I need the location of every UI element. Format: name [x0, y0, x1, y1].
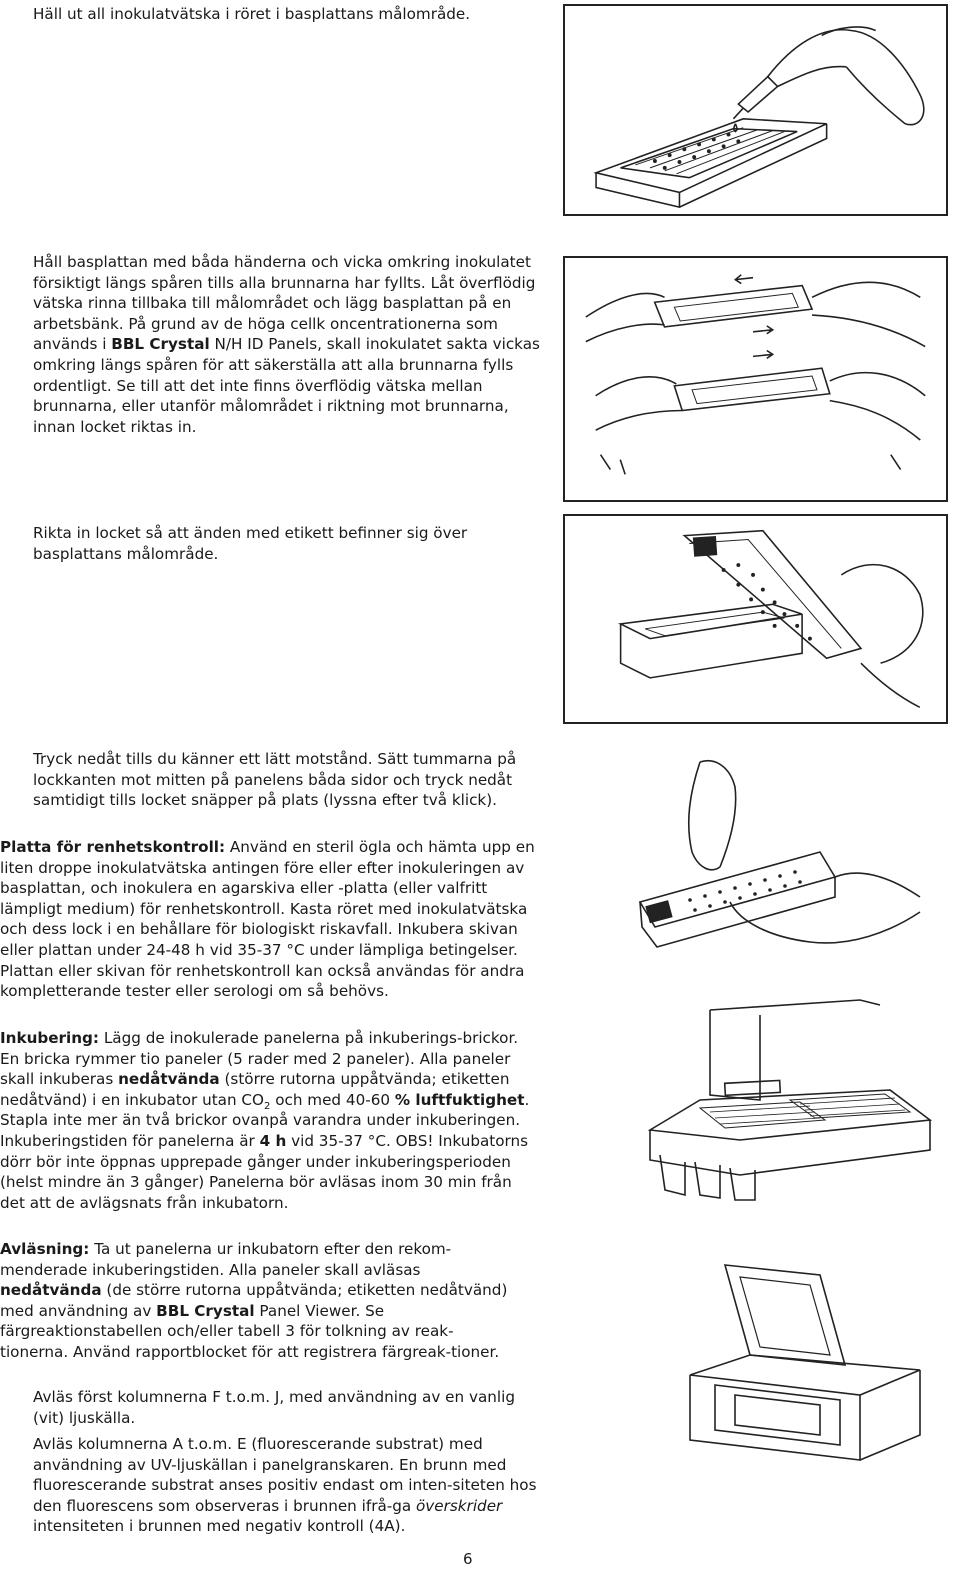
reading-label: Avläsning:: [0, 1240, 90, 1258]
step-9-number: [0, 749, 33, 770]
step-7-text-1: Håll basplattan med båda händerna och vicka omkring inokulatet försiktigt längs spåren tills alla brunnarna har fyllts. Låt överflödig vätska rinna tillbaka till målområdet och lägg basplattan på en arbetsbänk. På grund av de höga cellk oncentrationerna som används i: [33, 253, 536, 354]
sub-step-b-text-2: intensiteten i brunnen med negativ kontroll (4A).: [33, 1517, 406, 1536]
incubator-tray-figure: [640, 990, 945, 1205]
step-6-text: Häll ut all inokulatvätska i röret i basplattans målområde.: [33, 5, 471, 23]
panel-viewer-figure: [680, 1255, 940, 1465]
sub-step-a-label: [0, 1387, 33, 1408]
step-6-number: [0, 4, 33, 25]
step-8: [0, 523, 540, 564]
incubation-text-5: vid 35-37 °C. OBS! Inkubatorns dörr bör inte öppnas upprepade gånger under inkuberingsperioden (helst mindre än 3 gånger) Panelerna bör avläsas inom 30 min från det att de avlägsnats från inkubatorn.: [0, 1131, 529, 1212]
step-9-text: Tryck nedåt tills du känner ett lätt motstånd. Sätt tummarna på lockkanten mot mitten på panelens båda sidor och tryck nedåt samtidigt tills locket snäpper på plats (lyssna efter två klick).: [33, 750, 517, 810]
sub-step-a-text: Avläs först kolumnerna F t.o.m. J, med användning av en vanlig (vit) ljuskälla.: [33, 1388, 515, 1427]
step-8-number: [0, 523, 33, 544]
reading-bold-1: nedåtvända: [0, 1281, 102, 1300]
lid-alignment-figure: [563, 514, 948, 724]
purity-control-text: Använd en steril ögla och hämta upp en liten droppe inokulatvätska antingen före eller efter inokuleringen av basplattan, och inokulera en agarskiva eller -platta (eller valfritt lämpligt medium) för renhetskontroll. Kasta röret med inokulatvätska och dess lock i en behållare för biologiskt riskavfall. Inkubera skivan eller plattan under 24-48 h vid 35-37 °C under lämpliga betingelser. Plattan eller skivan för renhetskontroll kan också användas för andra kompletterande tester eller serologi om så behövs.: [0, 838, 535, 1001]
sub-step-a: [0, 1387, 540, 1428]
lid-pressing-figure: [620, 752, 940, 962]
step-9: [0, 749, 540, 811]
co2-subscript: 2: [264, 1100, 271, 1112]
pipette-pouring-figure: [563, 4, 948, 216]
sub-step-b: [0, 1434, 540, 1537]
purity-control-paragraph: [0, 837, 540, 1002]
sub-step-b-emphasis: överskrider: [416, 1496, 503, 1515]
step-7-brand: BBL Crystal: [111, 335, 210, 354]
sub-step-b-label: [0, 1434, 33, 1455]
page-number: 6: [463, 1550, 473, 1568]
incubation-paragraph: [0, 1028, 540, 1213]
step-8-text: Rikta in locket så att änden med etikett befinner sig över basplattans målområde.: [33, 524, 468, 563]
step-6: [0, 4, 540, 25]
incubation-label: Inkubering:: [0, 1029, 100, 1047]
tilting-plate-figure: [563, 256, 948, 502]
incubation-text-1: Lägg de inokulerade panelerna på inkuberings-brickor. En bricka rymmer tio paneler (5 rader med 2 paneler). Alla paneler skall inkuberas: [0, 1029, 519, 1089]
reading-text-1: Ta ut panelerna ur inkubatorn efter den rekom-menderade inkuberingstiden. Alla paneler skall avläsas: [0, 1240, 452, 1279]
incubation-text-3: och med 40-60: [270, 1090, 395, 1109]
step-7-number: [0, 252, 33, 273]
incubation-text-4: . Stapla inte mer än två brickor ovanpå varandra under inkuberingen. Inkuberingstiden för panelerna är: [0, 1090, 530, 1150]
incubation-bold-2: % luftfuktighet: [394, 1090, 525, 1109]
reading-text-2: (de större rutorna uppåtvända; etiketten nedåtvänd) med användning av: [0, 1281, 508, 1320]
reading-bold-2: BBL Crystal: [156, 1301, 255, 1320]
purity-control-label: Platta för renhetskontroll:: [0, 838, 226, 856]
incubation-text-2: (större rutorna uppåtvända; etiketten nedåtvänd) i en inkubator utan CO: [0, 1070, 510, 1109]
reading-text-3: Panel Viewer. Se färgreaktionstabellen och/eller tabell 3 för tolkning av reak-tionerna. Använd rapportblocket för att registrera färgreak-tioner.: [0, 1301, 500, 1361]
sub-step-b-text-1: Avläs kolumnerna A t.o.m. E (fluorescerande substrat) med användning av UV-ljuskällan i panelgranskaren. En brunn med fluorescerande substrat anses positiv endast om inten-siteten hos den fluorescens som observeras i brunnen ifrå-ga: [33, 1435, 537, 1515]
incubation-bold-1: nedåtvända: [118, 1070, 220, 1089]
step-7-text-2: N/H ID Panels, skall inokulatet sakta vickas omkring längs spåren för att säkerställa att alla brunnarna fylls ordentligt. Se till att det inte finns överflödig vätska mellan brunnarna, eller utanför målområdet i riktning mot brunnarna, innan locket riktas in.: [33, 335, 540, 436]
step-7: [0, 252, 540, 437]
reading-paragraph: [0, 1239, 520, 1363]
incubation-bold-3: 4 h: [259, 1131, 287, 1150]
